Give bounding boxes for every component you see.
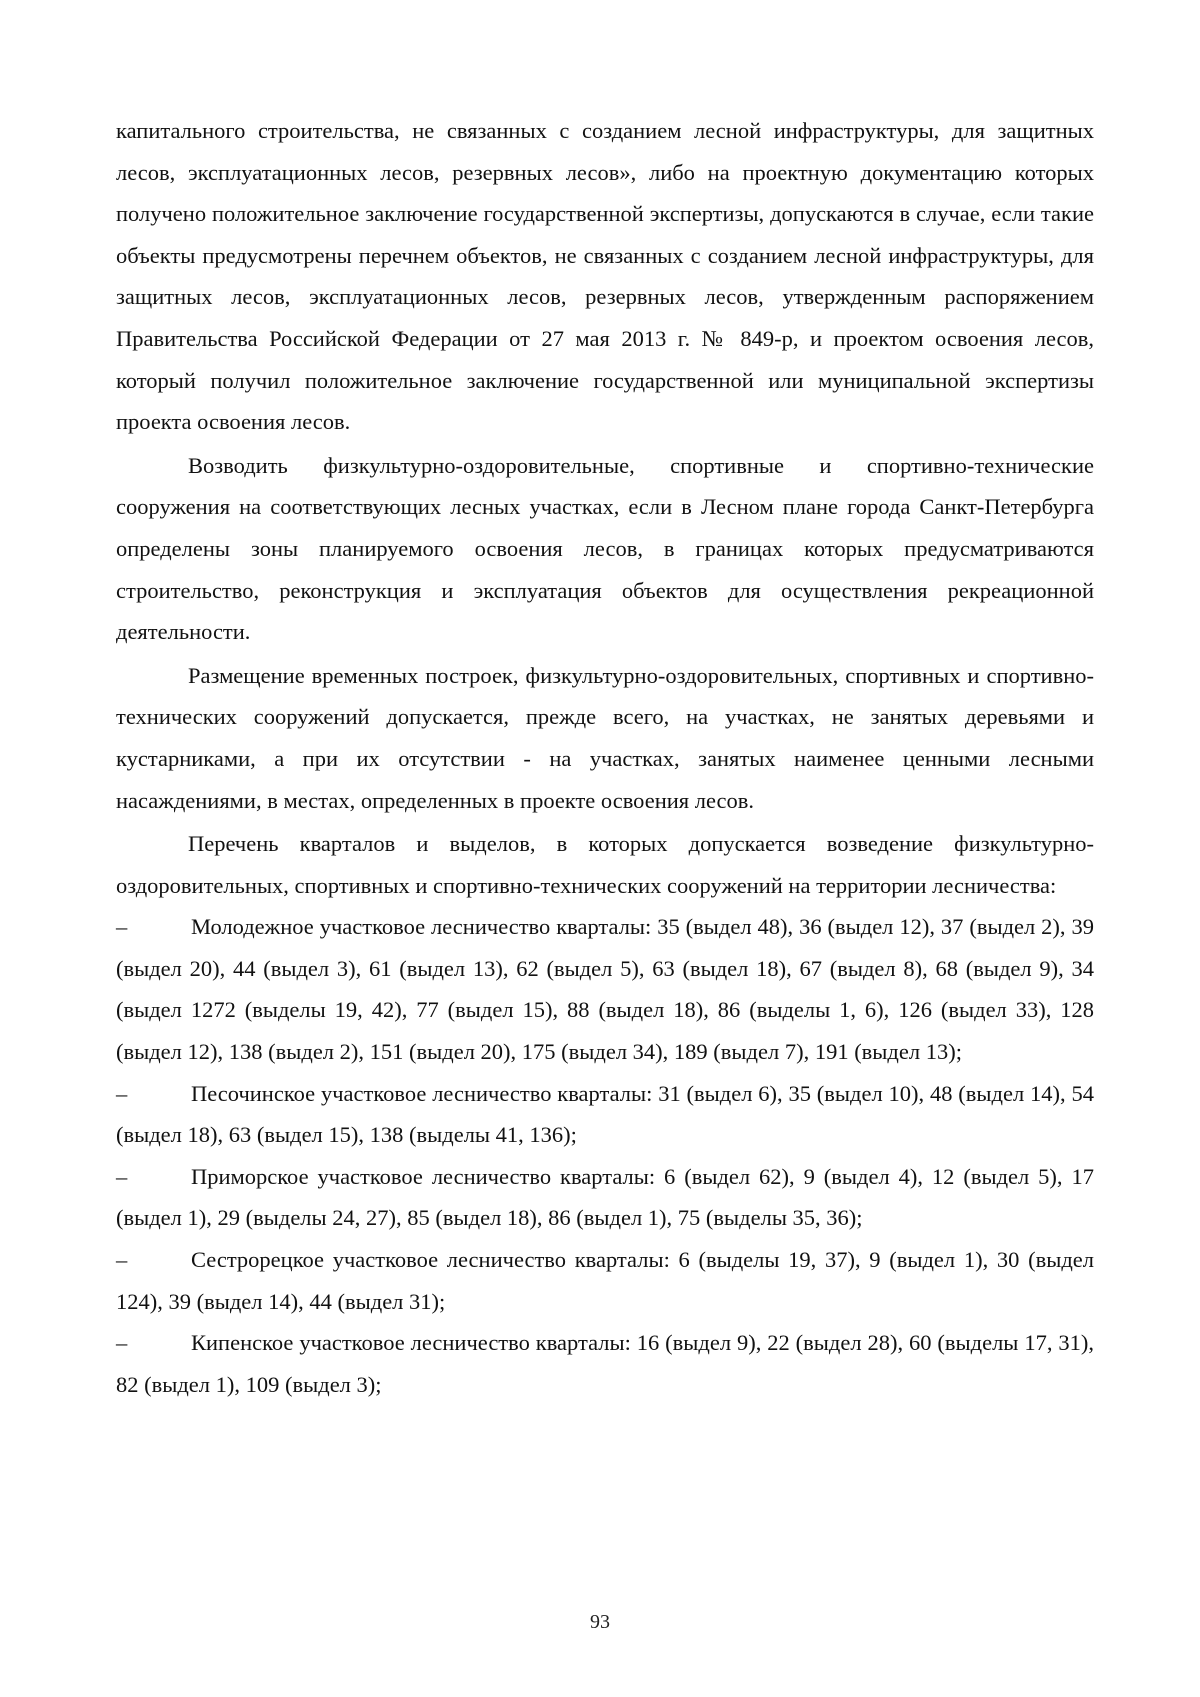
paragraph-construction-permission: Возводить физкультурно-оздоровительные, спортивные и спортивно-технические сооружения на соответствующих лесных участках, если в Лесном плане города Санкт-Петербурга определены зоны планируемого освоения лесов, в границах которых предусматриваются строительство, реконструкция и эксплуатация объектов для осуществления рекреационной деятельности.: [116, 452, 1094, 645]
page-number: 93: [590, 1611, 610, 1633]
list-item-kipenskoe: [116, 1322, 1094, 1405]
list-item-text: Приморское участковое лесничество кварталы: 6 (выдел 62), 9 (выдел 4), 12 (выдел 5), 17 (выдел 1), 29 (выделы 24, 27), 85 (выдел 18), 86 (выдел 1), 75 (выделы 35, 36);: [116, 1163, 1094, 1231]
list-dash-marker: –: [116, 1330, 128, 1356]
list-item-text: Молодежное участковое лесничество кварталы: 35 (выдел 48), 36 (выдел 12), 37 (выдел 2), 39 (выдел 20), 44 (выдел 3), 61 (выдел 13), 62 (выдел 5), 63 (выдел 18), 67 (выдел 8), 68 (выдел 9), 34 (выдел 1272 (выделы 19, 42), 77 (выдел 15), 88 (выдел 18), 86 (выделы 1, 6), 126 (выдел 33), 128 (выдел 12), 138 (выдел 2), 151 (выдел 20), 175 (выдел 34), 189 (выдел 7), 191 (выдел 13);: [116, 914, 1094, 1065]
list-item-pesochinskoe: [116, 1073, 1094, 1156]
list-dash-marker: –: [116, 1080, 128, 1106]
list-item-text: Песочинское участковое лесничество кварталы: 31 (выдел 6), 35 (выдел 10), 48 (выдел 14), 54 (выдел 18), 63 (выдел 15), 138 (выделы 41, 136);: [116, 1080, 1094, 1148]
list-item-text: Сестрорецкое участковое лесничество кварталы: 6 (выделы 19, 37), 9 (выдел 1), 30 (выдел 124), 39 (выдел 14), 44 (выдел 31);: [116, 1247, 1094, 1314]
list-dash-marker: –: [116, 1163, 128, 1189]
list-item-primorskoe: [116, 1156, 1094, 1239]
list-item-text: Кипенское участковое лесничество кварталы: 16 (выдел 9), 22 (выдел 28), 60 (выделы 17, 31), 82 (выдел 1), 109 (выдел 3);: [116, 1330, 1094, 1397]
list-dash-marker: –: [116, 914, 128, 940]
paragraph-continuation: капитального строительства, не связанных с созданием лесной инфраструктуры, для защитных лесов, эксплуатационных лесов, резервных лесов», либо на проектную документацию которых получено положительное заключение государственной экспертизы, допускаются в случае, если такие объекты предусмотрены перечнем объектов, не связанных с созданием лесной инфраструктуры, для защитных лесов, эксплуатационных лесов, резервных лесов, утвержденным распоряжением Правительства Российской Федерации от 27 мая 2013 г. № 849-р, и проектом освоения лесов, который получил положительное заключение государственной или муниципальной экспертизы проекта освоения лесов.: [116, 118, 1094, 435]
list-dash-marker: –: [116, 1247, 128, 1273]
body-text: [116, 110, 1094, 1405]
paragraph-temporary-buildings: Размещение временных построек, физкультурно-оздоровительных, спортивных и спортивно-технических сооружений допускается, прежде всего, на участках, не занятых деревьями и кустарниками, а при их отсутствии - на участках, занятых наименее ценными лесными насаждениями, в местах, определенных в проекте освоения лесов.: [116, 662, 1094, 813]
paragraph-quarters-list-intro: Перечень кварталов и выделов, в которых допускается возведение физкультурно-оздоровительных, спортивных и спортивно-технических сооружений на территории лесничества:: [116, 831, 1094, 898]
list-item-sestroretskoe: [116, 1239, 1094, 1322]
list-item-molodezhnoe: [116, 906, 1094, 1072]
